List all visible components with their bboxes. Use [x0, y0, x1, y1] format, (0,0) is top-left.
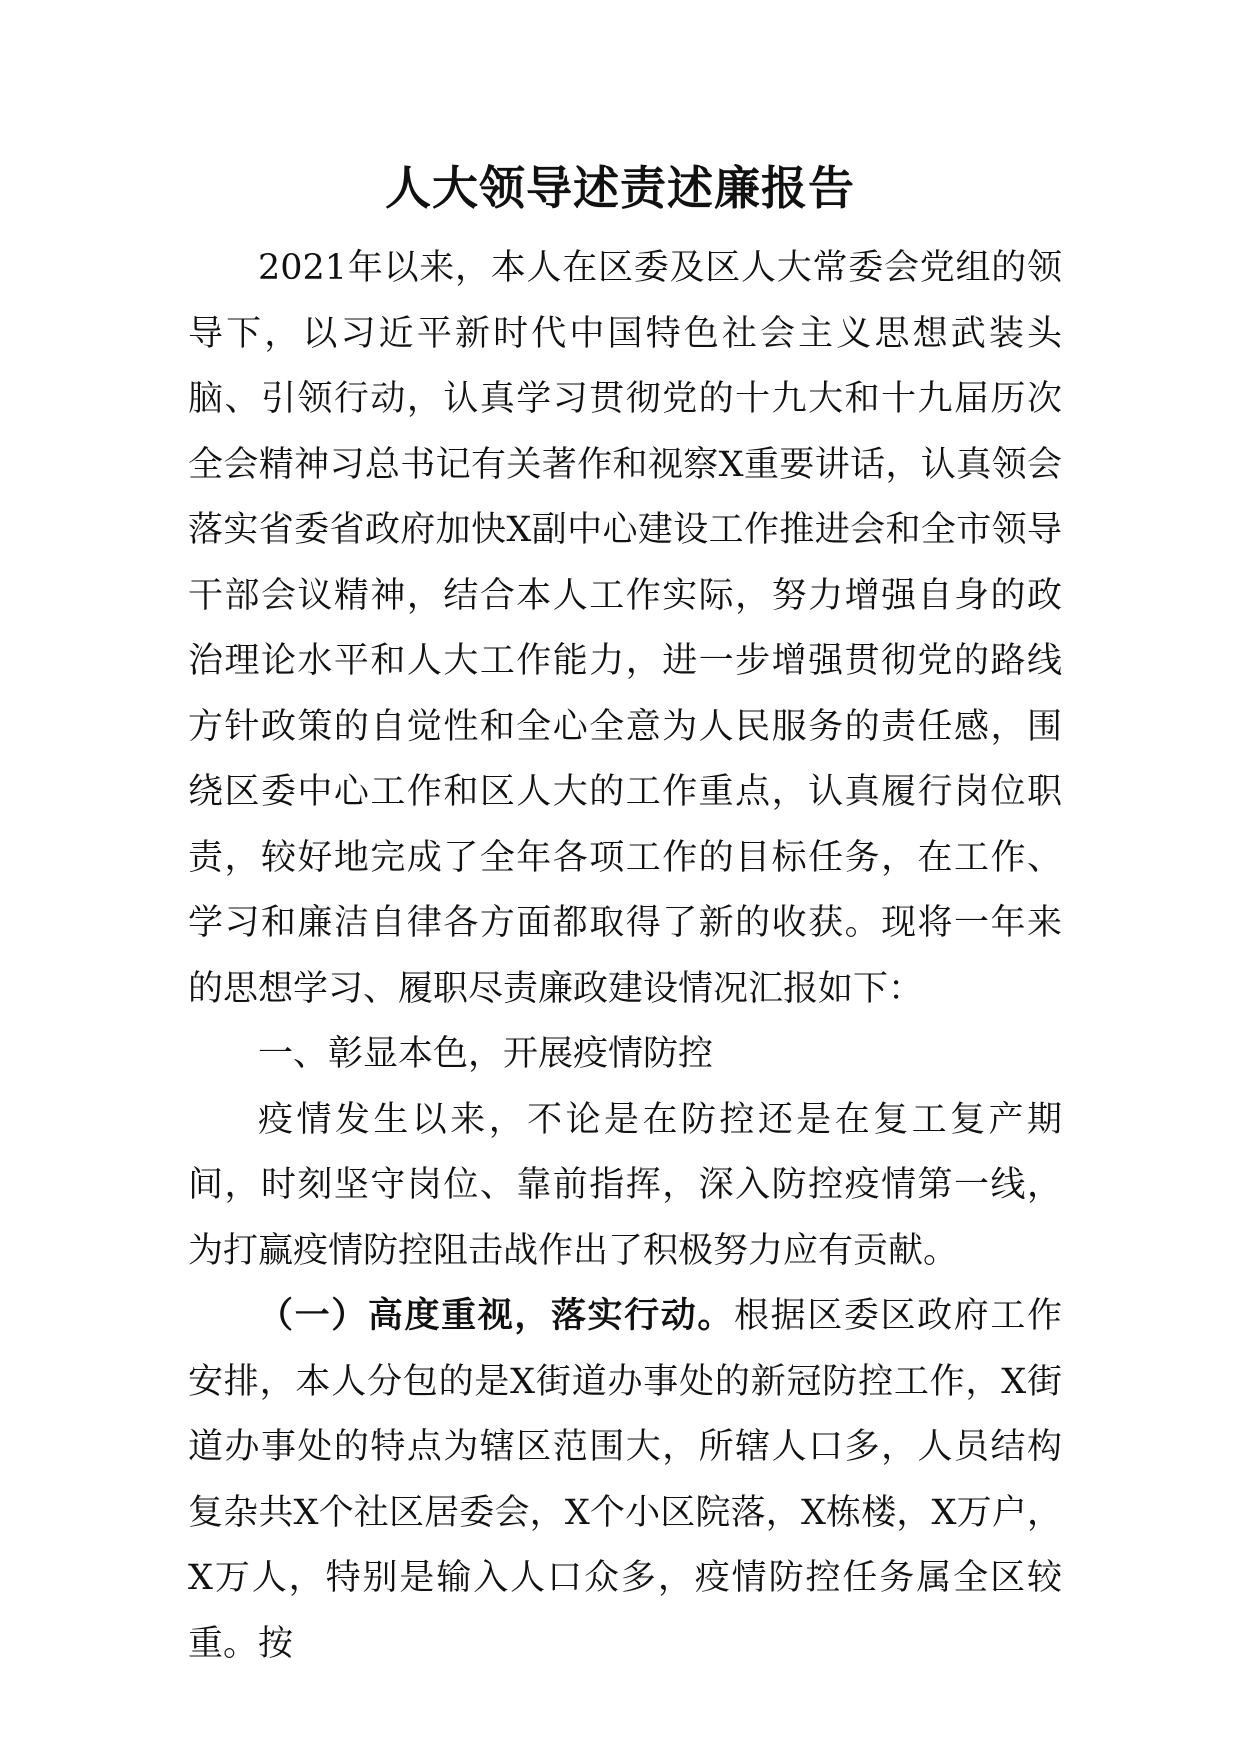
section-paragraph — [188, 1088, 1062, 1285]
intro-paragraph — [188, 236, 1062, 1022]
section-heading-text: 一、彰显本色，开展疫情防控 — [258, 1034, 714, 1074]
section-heading — [188, 1022, 1062, 1088]
intro-paragraph-text: 2021年以来，本人在区委及区人大常委会党组的领导下，以习近平新时代中国特色社会主义思想武装头脑、引领行动，认真学习贯彻党的十九大和十九届历次全会精神习总书记有关著作和视察X重要讲话，认真领会落实省委省政府加快X副中心建设工作推进会和全市领导干部会议精神，结合本人工作实际，努力增强自身的政治理论水平和人大工作能力，进一步增强贯彻党的路线方针政策的自觉性和全心全意为人民服务的责任感，围绕区委中心工作和区人大的工作重点，认真履行岗位职责，较好地完成了全年各项工作的目标任务，在工作、学习和廉洁自律各方面都取得了新的收获。现将一年来的思想学习、履职尽责廉政建设情况汇报如下： — [188, 248, 1062, 1009]
section-paragraph-text: 疫情发生以来，不论是在防控还是在复工复产期间，时刻坚守岗位、靠前指挥，深入防控疫情第一线，为打赢疫情防控阻击战作出了积极努力应有贡献。 — [188, 1099, 1062, 1271]
document-body — [188, 236, 1062, 1677]
subsection-paragraph — [188, 1284, 1062, 1677]
subsection-paragraph-text: 根据区委区政府工作安排，本人分包的是X街道办事处的新冠防控工作，X街道办事处的特点为辖区范围大，所辖人口多，人员结构复杂共X个社区居委会，X个小区院落，X栋楼，X万户，X万人，特别是输入人口众多，疫情防控任务属全区较重。按 — [188, 1296, 1062, 1664]
document-title: 人大领导述责述廉报告 — [385, 161, 855, 215]
subsection-heading: （一）高度重视，落实行动。 — [258, 1296, 735, 1336]
